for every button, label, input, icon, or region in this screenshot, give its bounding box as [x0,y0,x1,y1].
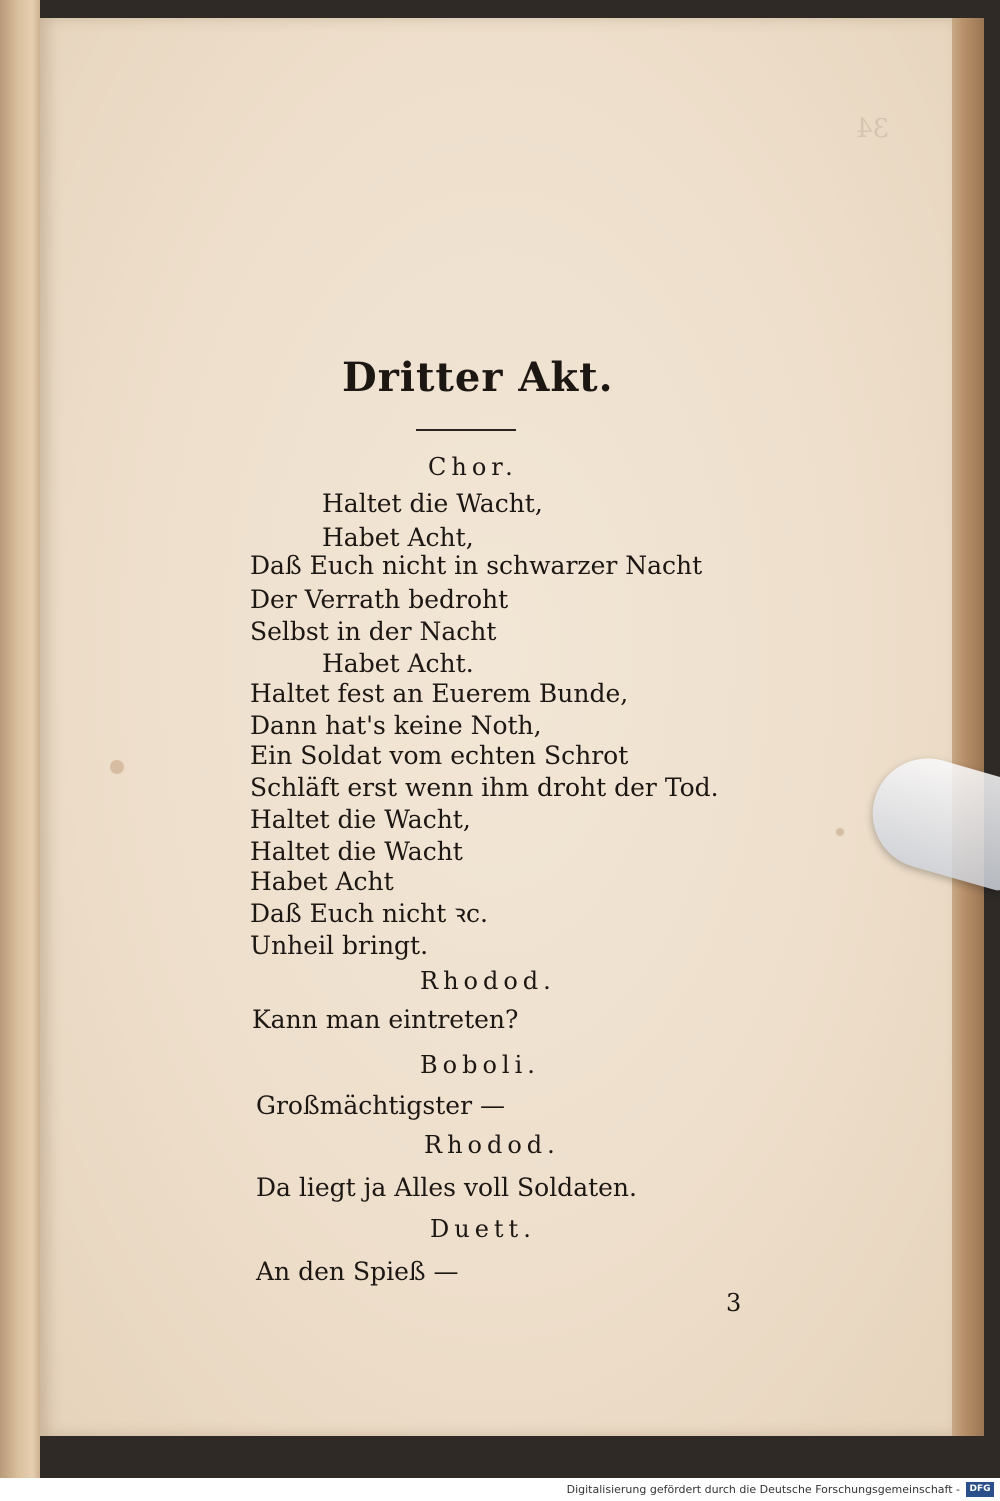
stain-spot [110,760,124,774]
footer-bar [0,1478,1000,1501]
verse-line: Daß Euch nicht ꝛc. [250,899,488,928]
right-page-edge [950,18,984,1436]
verse-line: An den Spieß — [256,1257,459,1286]
speaker-label: Rhodod. [424,1131,560,1159]
verse-line: Haltet die Wacht, [322,489,543,518]
speaker-label: Boboli. [420,1051,540,1079]
verse-line: Großmächtigster — [256,1091,505,1120]
verse-line: Habet Acht. [322,649,474,678]
verse-line: Daß Euch nicht in schwarzer Nacht [250,551,703,580]
page-number: 3 [726,1289,742,1317]
verse-line: Dann hat's keine Noth, [250,711,542,740]
verse-line: Kann man eintreten? [252,1005,519,1034]
verse-line: Habet Acht [250,867,394,896]
title-rule [416,429,516,431]
verse-line: Selbst in der Nacht [250,617,497,646]
left-page-edge [0,0,40,1478]
speaker-label: Chor. [428,453,518,481]
dfg-logo: DFG [966,1482,994,1497]
bleed-through-page-number: 34 [856,114,890,144]
verse-line: Unheil bringt. [250,931,429,960]
act-title: Dritter Akt. [342,354,614,401]
verse-line: Habet Acht, [322,523,474,552]
verse-line: Der Verrath bedroht [250,585,509,614]
speaker-label: Duett. [430,1215,536,1243]
speaker-label: Rhodod. [420,967,556,995]
funding-credit: Digitalisierung gefördert durch die Deutsche Forschungsgemeinschaft - [566,1483,960,1496]
verse-line: Haltet die Wacht, [250,805,471,834]
stain-spot [836,828,844,836]
verse-line: Haltet fest an Euerem Bunde, [250,679,629,708]
verse-line: Ein Soldat vom echten Schrot [250,741,629,770]
verse-line: Haltet die Wacht [250,837,463,866]
verse-line: Da liegt ja Alles voll Soldaten. [256,1173,637,1202]
verse-line: Schläft erst wenn ihm droht der Tod. [250,773,719,802]
